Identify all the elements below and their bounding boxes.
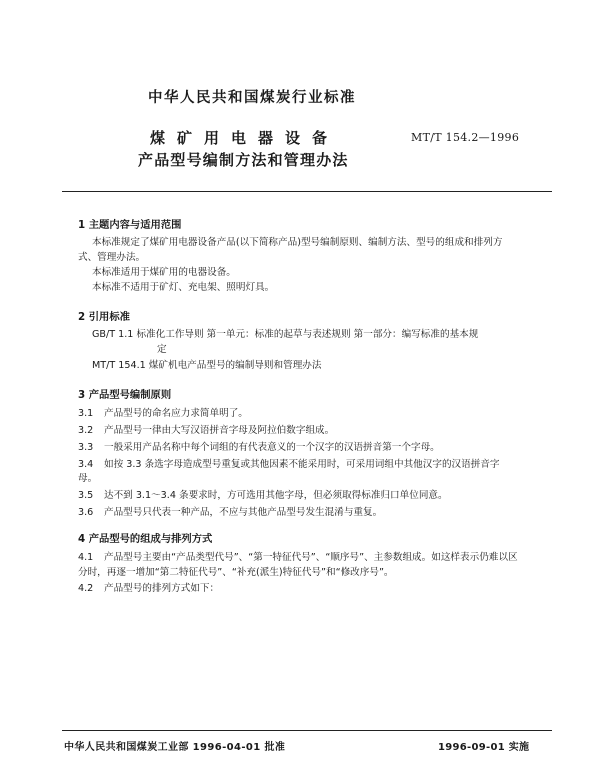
clause-3-6: 3.6 产品型号只代表一种产品，不应与其他产品型号发生混淆与重复。 bbox=[78, 507, 383, 518]
clause-4-1-cont: 分时，再逐一增加“第二特征代号”、“补充(派生)特征代号”和“修改序号”。 bbox=[78, 567, 394, 578]
clause-3-4: 3.4 如按 3.3 条选字母造成型号重复或其他因素不能采用时，可采用词组中其他汉字的汉语拼音字 bbox=[78, 459, 500, 470]
clause-3-2: 3.2 产品型号一律由大写汉语拼音字母及阿拉伯数字组成。 bbox=[78, 425, 335, 436]
clause-3-5: 3.5 达不到 3.1～3.4 条要求时，方可选用其他字母，但必须取得标准归口单位同意。 bbox=[78, 490, 448, 501]
section-4-heading: 4 产品型号的组成与排列方式 bbox=[78, 533, 213, 545]
section-1-paragraph-1: 本标准规定了煤矿用电器设备产品(以下简称产品)型号编制原则、编制方法、型号的组成和排列方 bbox=[92, 237, 503, 248]
section-1-heading: 1 主题内容与适用范围 bbox=[78, 219, 182, 231]
header-divider bbox=[62, 191, 552, 192]
implementation-date: 1996-09-01 实施 bbox=[438, 742, 530, 753]
standard-number: MT/T 154.2—1996 bbox=[411, 131, 520, 144]
section-1-paragraph-1-cont: 式、管理办法。 bbox=[78, 252, 146, 263]
section-1-paragraph-3: 本标准不适用于矿灯、充电架、照明灯具。 bbox=[92, 282, 275, 293]
document-title-line1: 煤矿用电器设备 bbox=[150, 129, 340, 147]
approval-line: 中华人民共和国煤炭工业部 1996-04-01 批准 bbox=[64, 742, 286, 753]
clause-3-1: 3.1 产品型号的命名应力求简单明了。 bbox=[78, 408, 248, 419]
document-title-line2: 产品型号编制方法和管理办法 bbox=[138, 151, 349, 169]
industry-standard-title: 中华人民共和国煤炭行业标准 bbox=[148, 90, 356, 106]
reference-mt-154-1: MT/T 154.1 煤矿机电产品型号的编制导则和管理办法 bbox=[92, 360, 322, 371]
footer-divider bbox=[62, 730, 552, 731]
section-1-paragraph-2: 本标准适用于煤矿用的电器设备。 bbox=[92, 267, 236, 278]
clause-4-1: 4.1 产品型号主要由“产品类型代号”、“第一特征代号”、“顺序号”、主参数组成。如这样表示仍难以区 bbox=[78, 552, 518, 563]
clause-4-2: 4.2 产品型号的排列方式如下： bbox=[78, 583, 220, 594]
clause-3-3: 3.3 一般采用产品名称中每个词组的有代表意义的一个汉字的汉语拼音第一个字母。 bbox=[78, 442, 440, 453]
section-3-heading: 3 产品型号编制原则 bbox=[78, 389, 172, 401]
clause-3-4-cont: 母。 bbox=[78, 473, 98, 484]
reference-gbt-1-1-cont: 定 bbox=[157, 344, 167, 355]
reference-gbt-1-1: GB/T 1.1 标准化工作导则 第一单元：标准的起草与表述规则 第一部分：编写标准的基本规 bbox=[92, 329, 479, 340]
section-2-heading: 2 引用标准 bbox=[78, 311, 130, 323]
